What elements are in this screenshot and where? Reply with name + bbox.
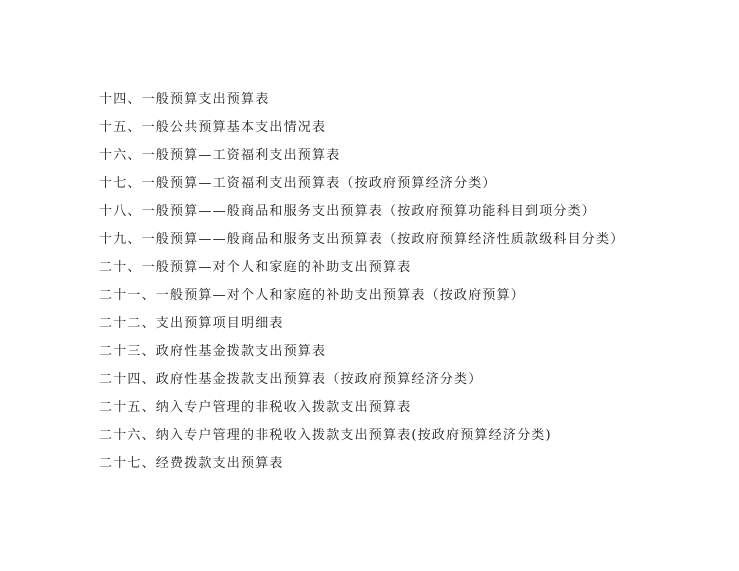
toc-item: 二十六、纳入专户管理的非税收入拨款支出预算表(按政府预算经济分类) [99,428,552,443]
toc-item: 十五、一般公共预算基本支出情况表 [99,120,327,135]
toc-item: 二十三、政府性基金拨款支出预算表 [99,344,327,359]
toc-item: 二十二、支出预算项目明细表 [99,316,284,331]
toc-item: 二十七、经费拨款支出预算表 [99,456,284,471]
toc-item: 十六、一般预算—工资福利支出预算表 [99,148,341,163]
toc-item: 十七、一般预算—工资福利支出预算表（按政府预算经济分类） [99,176,497,191]
toc-item: 二十一、一般预算—对个人和家庭的补助支出预算表（按政府预算） [99,288,526,303]
toc-item: 二十四、政府性基金拨款支出预算表（按政府预算经济分类） [99,372,483,387]
toc-item: 二十五、纳入专户管理的非税收入拨款支出预算表 [99,400,412,415]
toc-item: 十八、一般预算——般商品和服务支出预算表（按政府预算功能科目到项分类） [99,204,597,219]
toc-item: 十九、一般预算——般商品和服务支出预算表（按政府预算经济性质款级科目分类） [99,232,625,247]
table-of-contents [99,90,719,482]
toc-item: 二十、一般预算—对个人和家庭的补助支出预算表 [99,260,412,275]
toc-item: 十四、一般预算支出预算表 [99,92,270,107]
